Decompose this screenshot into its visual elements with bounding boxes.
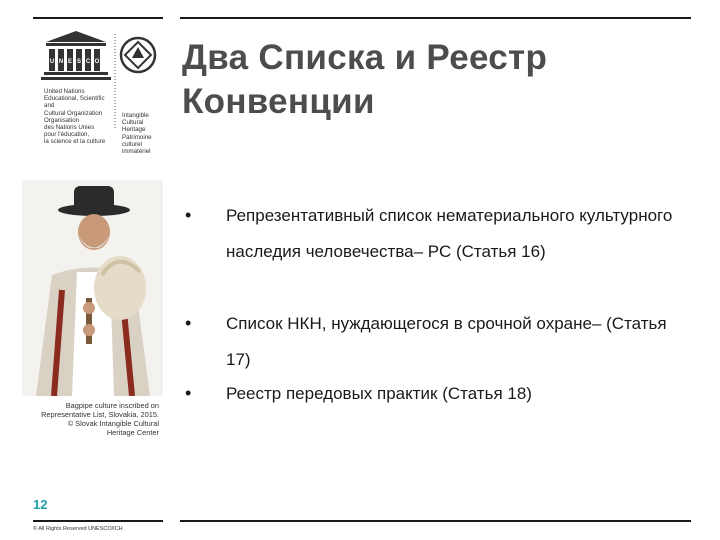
bullet-dot: • (185, 313, 192, 333)
svg-text:N: N (58, 59, 64, 65)
ich-name-text (122, 112, 170, 155)
unesco-line: Educational, Scientific and (44, 95, 105, 110)
svg-text:C: C (85, 59, 91, 65)
ich-line: Intangible (122, 112, 149, 119)
bullet-text: Реестр передовых практик (Статья 18) (226, 384, 532, 403)
top-rule-left (33, 17, 163, 19)
unesco-line: la science et la culture (44, 138, 106, 146)
caption-line: Bagpipe culture inscribed on (65, 401, 159, 410)
svg-text:S: S (76, 59, 82, 65)
unesco-line: Cultural Organization (44, 109, 103, 117)
caption-line: Representative List, Slovakia, 2015. (41, 410, 159, 419)
svg-text:E: E (67, 59, 73, 65)
unesco-name-text (44, 88, 106, 146)
bagpiper-photo (22, 180, 163, 396)
caption-line: © Slovak Intangible Cultural (67, 419, 159, 428)
unesco-line: United Nations (44, 88, 85, 95)
bullet-dot: • (185, 383, 192, 403)
unesco-line: Organisation (44, 116, 80, 124)
unesco-line: des Nations Unies (44, 124, 95, 132)
bullet-text: Репрезентативный список нематериального культурного наследия человечества– РС (Статья 16) (226, 206, 673, 261)
ich-line: Cultural (122, 119, 144, 127)
bottom-rule-left (33, 520, 163, 522)
unesco-line: pour l'éducation, (44, 131, 90, 139)
logo-block (36, 30, 176, 156)
svg-text:U: U (49, 59, 55, 65)
top-rule-right (180, 17, 691, 19)
bottom-rule-right (180, 520, 691, 522)
slide-title: Два Списка и Реестр Конвенции (182, 38, 548, 121)
bullet-dot: • (185, 205, 192, 225)
ich-line: culturel (122, 140, 142, 148)
page-number: 12 (33, 497, 48, 512)
bullet-text: Список НКН, нуждающегося в срочной охране– (Статья 17) (226, 314, 667, 369)
ich-line: Patrimoine (122, 133, 152, 141)
copyright-text: © All Rights Reserved UNESCO/ICH (33, 526, 123, 532)
svg-text:O: O (94, 59, 100, 65)
ich-line: Heritage (122, 126, 146, 134)
caption-line: Heritage Center (106, 428, 159, 437)
ich-line: immatériel (122, 148, 151, 156)
photo-caption (22, 401, 159, 437)
